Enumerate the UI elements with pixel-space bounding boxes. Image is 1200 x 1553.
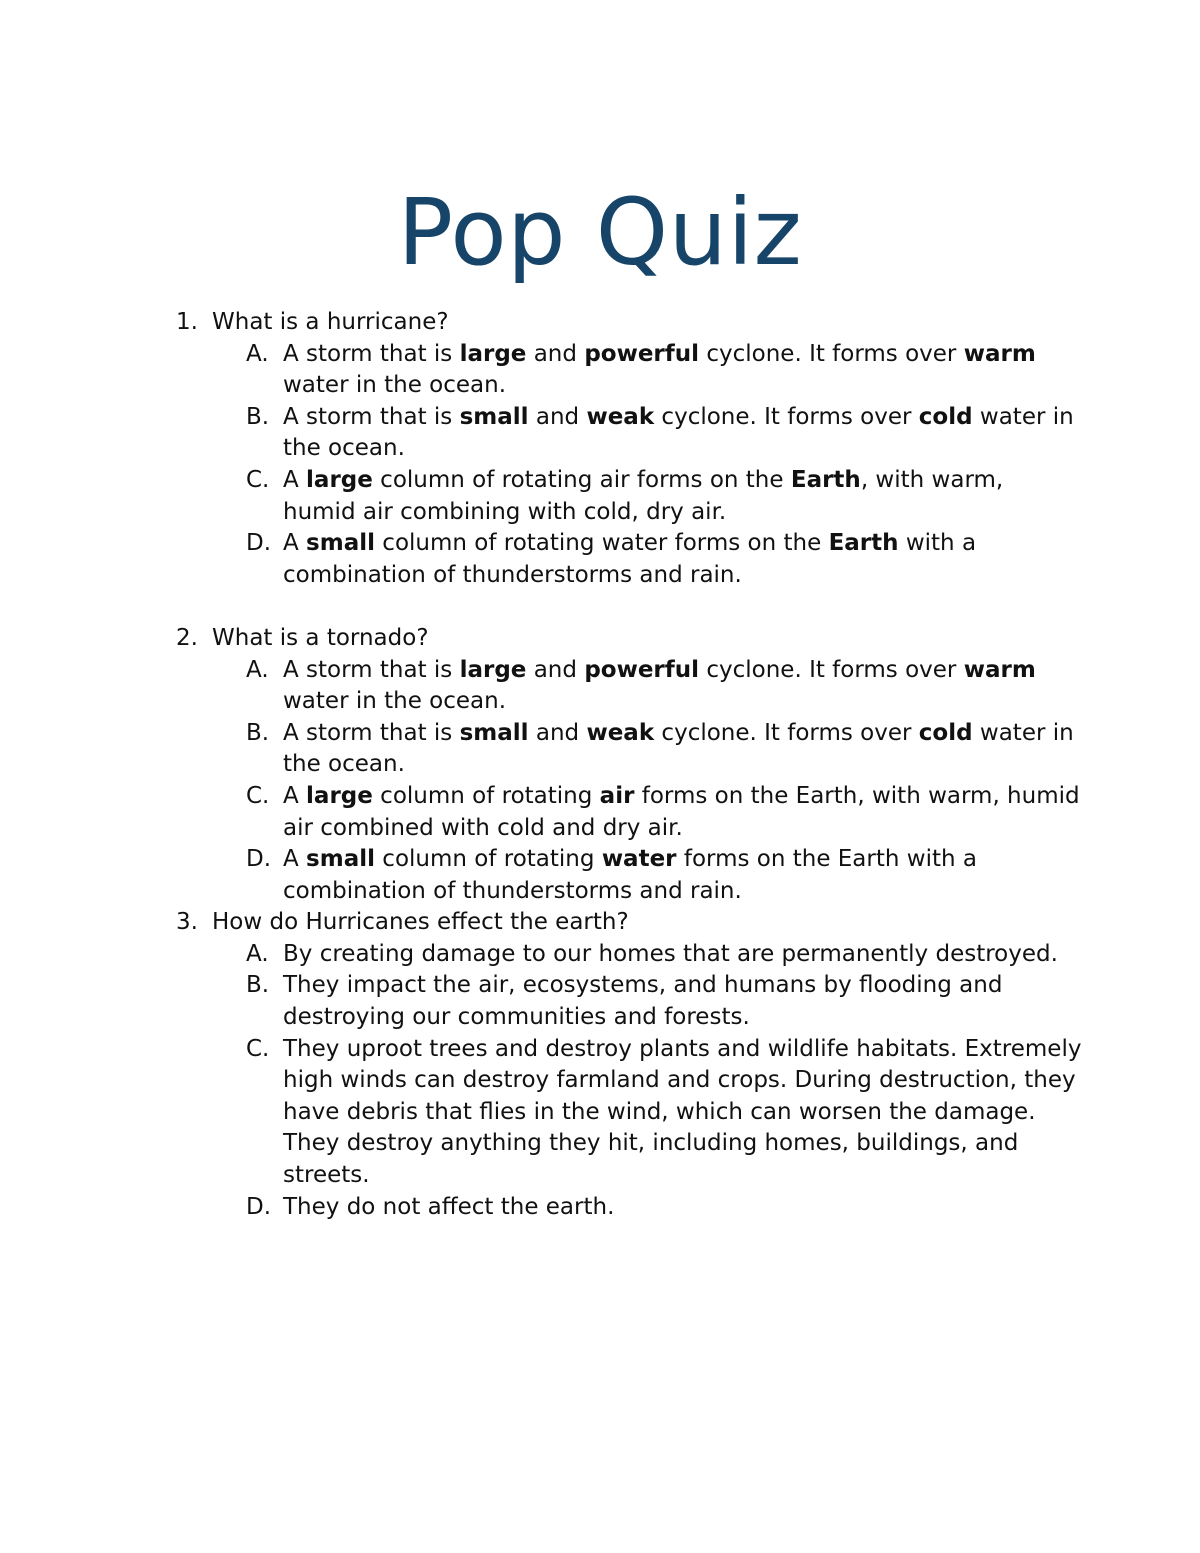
page-title: Pop Quiz	[397, 179, 803, 286]
question-text	[0, 307, 1200, 339]
option-letter: A.	[246, 940, 269, 967]
spacer	[0, 591, 1200, 623]
answer-option	[0, 339, 1083, 402]
option-letter: C.	[246, 1035, 270, 1062]
answer-option	[0, 655, 1083, 718]
option-text: A large column of rotating air forms on the Earth, with warm, humid air combined with cold and dry air.	[283, 782, 1080, 841]
option-letter: B.	[246, 403, 270, 430]
option-letter: D.	[246, 530, 272, 557]
option-letter: B.	[246, 972, 270, 999]
answer-option	[0, 465, 1083, 528]
option-text: A storm that is small and weak cyclone. It forms over cold water in the ocean.	[283, 403, 1074, 462]
option-letter: A.	[246, 340, 269, 367]
question-text	[0, 623, 1200, 655]
option-text: A storm that is large and powerful cyclone. It forms over warm water in the ocean.	[283, 656, 1036, 715]
option-text: A small column of rotating water forms on the Earth with a combination of thunderstorms and rain.	[283, 530, 977, 588]
question-label: What is a hurricane?	[212, 309, 449, 335]
question-1	[0, 307, 1200, 591]
question-number: 1.	[176, 309, 198, 335]
option-text: A small column of rotating water forms on the Earth with a combination of thunderstorms and rain.	[283, 846, 977, 904]
quiz-list	[0, 307, 1200, 1223]
option-text: They do not affect the earth.	[283, 1193, 615, 1220]
option-letter: A.	[246, 656, 269, 683]
answer-option	[0, 781, 1083, 844]
answer-option	[0, 1192, 1083, 1224]
option-text: They uproot trees and destroy plants and wildlife habitats. Extremely high winds can destroy farmland and crops. During destruction, they have debris that flies in the wind, which can worsen the damage. They destroy anything they hit, including homes, buildings, and streets.	[283, 1035, 1082, 1189]
option-text: A storm that is large and powerful cyclone. It forms over warm water in the ocean.	[283, 340, 1036, 399]
option-letter: B.	[246, 719, 270, 746]
option-text: A large column of rotating air forms on the Earth, with warm, humid air combining with cold, dry air.	[283, 466, 1004, 525]
option-text: A storm that is small and weak cyclone. It forms over cold water in the ocean.	[283, 719, 1074, 778]
option-text: They impact the air, ecosystems, and humans by flooding and destroying our communities and forests.	[283, 972, 1003, 1031]
option-letter: C.	[246, 466, 270, 493]
question-label: How do Hurricanes effect the earth?	[212, 909, 629, 936]
answer-option	[0, 939, 1083, 971]
question-number: 3.	[176, 909, 198, 936]
answer-option	[0, 528, 1083, 591]
question-label: What is a tornado?	[212, 624, 429, 651]
answer-option	[0, 1034, 1083, 1192]
question-text	[0, 907, 1200, 939]
answer-option	[0, 718, 1083, 781]
answer-option	[0, 844, 1083, 907]
question-3	[0, 907, 1200, 1223]
question-2	[0, 623, 1200, 907]
question-number: 2.	[176, 624, 198, 651]
answer-option	[0, 402, 1083, 465]
option-letter: D.	[246, 1193, 272, 1220]
option-letter: C.	[246, 782, 270, 809]
option-text: By creating damage to our homes that are permanently destroyed.	[283, 940, 1058, 967]
option-letter: D.	[246, 846, 272, 873]
answer-option	[0, 970, 1083, 1033]
